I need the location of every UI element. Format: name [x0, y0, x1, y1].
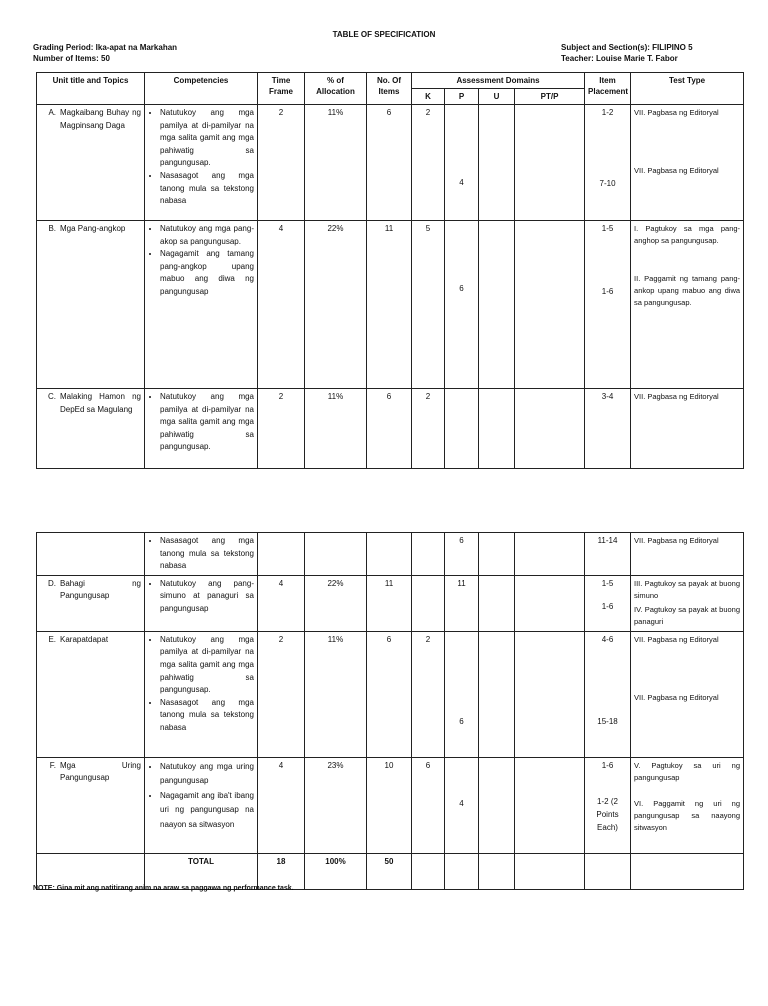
- col-domains: Assessment Domains: [412, 73, 585, 89]
- u-cell: [479, 853, 515, 889]
- placement-value: 1-6: [601, 602, 614, 612]
- test-type-cell: [631, 533, 744, 576]
- items-cell: 11: [367, 575, 412, 631]
- placement-cell: [585, 105, 631, 221]
- p-cell: 11: [445, 575, 479, 631]
- table-row: [37, 221, 744, 389]
- allocation-cell: 11%: [305, 389, 367, 469]
- placement-value: 7-10: [599, 178, 616, 188]
- competency: • Nagagamit ang tamang pang-angkop upang mabuo ang diwa ng pangungusap: [160, 248, 254, 298]
- competency: • Nasasagot ang mga tanong mula sa tekstong nabasa: [160, 535, 254, 573]
- p-cell: [445, 631, 479, 757]
- col-p: P: [445, 89, 479, 105]
- allocation-cell: [305, 533, 367, 576]
- col-test-type: Test Type: [631, 73, 744, 105]
- u-cell: [479, 533, 515, 576]
- col-unit: Unit title and Topics: [37, 73, 145, 105]
- k-cell: 6: [412, 757, 445, 853]
- unit-cell: [37, 533, 145, 576]
- allocation-cell: 11%: [305, 105, 367, 221]
- test-type: VII. Pagbasa ng Editoryal: [634, 108, 719, 117]
- k-cell: 5: [412, 221, 445, 389]
- spec-table-part1: [36, 72, 744, 469]
- unit-title: Bahagi ng Pangungusap: [60, 578, 141, 601]
- unit-letter: F.: [49, 760, 56, 770]
- test-type: VII. Pagbasa ng Editoryal: [634, 392, 719, 401]
- unit-letter: A.: [48, 108, 56, 117]
- table-row: [37, 533, 744, 576]
- competency: • Nasasagot ang mga tanong mula sa tekstong nabasa: [160, 170, 254, 208]
- footnote: NOTE: Gina mit ang natitirang anim na araw sa paggawa ng performance task.: [33, 885, 294, 892]
- allocation-cell: 22%: [305, 221, 367, 389]
- test-type: VII. Pagbasa ng Editoryal: [634, 634, 719, 644]
- test-type-cell: [631, 221, 744, 389]
- test-type: I. Pagtukoy sa mga pang-anghop sa pangungusap.: [634, 224, 741, 245]
- time-cell: 2: [258, 105, 305, 221]
- ptp-cell: [515, 221, 585, 389]
- placement-value: 4-6: [601, 634, 614, 644]
- p-cell: [445, 105, 479, 221]
- test-type: VI. Paggamit ng uri ng pangungusap sa naayong sitwasyon: [634, 798, 740, 832]
- placement-value: 15-18: [597, 717, 618, 727]
- unit-cell: [37, 575, 145, 631]
- test-type: VII. Pagbasa ng Editoryal: [634, 692, 719, 702]
- allocation-cell: 22%: [305, 575, 367, 631]
- competency: • Natutukoy ang mga uring pangungusap: [160, 760, 254, 789]
- col-placement: Item Placement: [585, 73, 631, 105]
- subject-section: Subject and Section(s): FILIPINO 5: [561, 43, 693, 52]
- u-cell: [479, 757, 515, 853]
- placement-value: 1-2 (2 Points Each): [596, 797, 619, 832]
- time-cell: 2: [258, 389, 305, 469]
- ptp-cell: [515, 631, 585, 757]
- p-cell: [445, 221, 479, 389]
- time-cell: 2: [258, 631, 305, 757]
- time-cell: 4: [258, 757, 305, 853]
- total-row: [37, 853, 744, 889]
- col-competencies: Competencies: [145, 73, 258, 105]
- col-u: U: [479, 89, 515, 105]
- total-items: 50: [367, 853, 412, 889]
- competency: • Natutukoy ang mga pamilya at di-pamilyar na mga salita gamit ang mga pahiwatig sa pangungusap.: [160, 391, 254, 454]
- u-cell: [479, 575, 515, 631]
- number-of-items: Number of Items: 50: [33, 54, 110, 63]
- competency: • Natutukoy ang pang-simuno at panaguri sa pangungusap: [160, 578, 254, 616]
- ptp-cell: [515, 853, 585, 889]
- p-cell: [445, 853, 479, 889]
- unit-letter: D.: [48, 578, 56, 588]
- test-type: VII. Pagbasa ng Editoryal: [634, 536, 719, 545]
- test-type-cell: [631, 575, 744, 631]
- col-items: No. Of Items: [367, 73, 412, 105]
- p-cell: [445, 757, 479, 853]
- u-cell: [479, 105, 515, 221]
- items-cell: 6: [367, 631, 412, 757]
- placement-value: 1-6: [601, 286, 614, 296]
- table-row: [37, 105, 744, 221]
- unit-title: Karapatdapat: [60, 634, 109, 644]
- unit-title: Magkaibang Buhay ng Magpinsang Daga: [60, 108, 141, 130]
- k-cell: [412, 575, 445, 631]
- unit-cell: [37, 389, 145, 469]
- unit-cell: [37, 631, 145, 757]
- competencies-cell: [145, 575, 258, 631]
- test-type-cell: [631, 389, 744, 469]
- ptp-cell: [515, 533, 585, 576]
- p-cell: 6: [445, 533, 479, 576]
- col-allocation: % of Allocation: [305, 73, 367, 105]
- p-value: 6: [459, 284, 464, 293]
- unit-cell: [37, 853, 145, 889]
- col-time: Time Frame: [258, 73, 305, 105]
- competency: • Natutukoy ang mga pang-akop sa pangungusap.: [160, 223, 254, 248]
- p-value: 4: [459, 178, 464, 187]
- table-row: [37, 757, 744, 853]
- spec-table-part2: [36, 532, 744, 890]
- document-title: TABLE OF SPECIFICATION: [332, 30, 436, 39]
- allocation-cell: 23%: [305, 757, 367, 853]
- col-ptp: PT/P: [515, 89, 585, 105]
- ptp-cell: [515, 757, 585, 853]
- competencies-cell: [145, 757, 258, 853]
- total-allocation: 100%: [305, 853, 367, 889]
- competencies-cell: [145, 389, 258, 469]
- header-left: [33, 42, 177, 64]
- placement-cell: [585, 631, 631, 757]
- placement-value: 1-5: [601, 224, 614, 233]
- total-time: 18: [258, 853, 305, 889]
- test-type: V. Pagtukoy sa uri ng pangungusap: [634, 760, 740, 782]
- competency: • Natutukoy ang mga pamilya at di-pamilyar na mga salita gamit ang mga pahiwatig sa pangungusap.: [160, 107, 254, 170]
- unit-title: Malaking Hamon ng DepEd sa Magulang: [60, 392, 141, 414]
- k-cell: [412, 853, 445, 889]
- unit-cell: [37, 757, 145, 853]
- placement-cell: [585, 221, 631, 389]
- competencies-cell: [145, 221, 258, 389]
- items-cell: 6: [367, 105, 412, 221]
- ptp-cell: [515, 105, 585, 221]
- test-type-cell: [631, 105, 744, 221]
- table-row: [37, 389, 744, 469]
- competencies-cell: [145, 631, 258, 757]
- teacher: Teacher: Louise Marie T. Fabor: [561, 54, 678, 63]
- u-cell: [479, 389, 515, 469]
- competency: • Nagagamit ang iba't ibang uri ng pangungusap na naayon sa sitwasyon: [160, 789, 254, 833]
- table-row: [37, 575, 744, 631]
- k-cell: 2: [412, 105, 445, 221]
- time-cell: 4: [258, 221, 305, 389]
- time-cell: [258, 533, 305, 576]
- p-value: 4: [459, 798, 464, 808]
- placement-value: 1-2: [601, 108, 614, 117]
- header-row: [37, 73, 744, 89]
- allocation-cell: 11%: [305, 631, 367, 757]
- items-cell: 10: [367, 757, 412, 853]
- items-cell: 6: [367, 389, 412, 469]
- competencies-cell: [145, 533, 258, 576]
- test-type-cell: [631, 853, 744, 889]
- p-cell: [445, 389, 479, 469]
- competency: • Nasasagot ang mga tanong mula sa tekstong nabasa: [160, 697, 254, 735]
- header-right: [561, 42, 693, 64]
- test-type: VII. Pagbasa ng Editoryal: [634, 166, 719, 175]
- unit-title: Mga Uring Pangungusap: [60, 760, 141, 783]
- placement-value: 1-6: [601, 760, 614, 770]
- u-cell: [479, 631, 515, 757]
- k-cell: 2: [412, 389, 445, 469]
- test-type-cell: [631, 757, 744, 853]
- competency: • Natutukoy ang mga pamilya at di-pamilyar na mga salita gamit ang mga pahiwatig sa pangungusap.: [160, 634, 254, 697]
- unit-cell: [37, 221, 145, 389]
- test-type: IV. Pagtukoy sa payak at buong panaguri: [634, 604, 740, 626]
- k-cell: [412, 533, 445, 576]
- p-value: 6: [459, 716, 464, 726]
- items-cell: [367, 533, 412, 576]
- grading-period: Grading Period: Ika-apat na Markahan: [33, 43, 178, 52]
- unit-cell: [37, 105, 145, 221]
- time-cell: 4: [258, 575, 305, 631]
- unit-title: Mga Pang-angkop: [60, 224, 126, 233]
- table-row: [37, 631, 744, 757]
- unit-letter: C.: [48, 392, 56, 401]
- test-type: III. Pagtukoy sa payak at buong simuno: [634, 578, 740, 600]
- total-label: TOTAL: [145, 853, 258, 889]
- unit-letter: B.: [48, 224, 56, 233]
- items-cell: 11: [367, 221, 412, 389]
- k-cell: 2: [412, 631, 445, 757]
- placement-cell: 11-14: [585, 533, 631, 576]
- placement-cell: [585, 575, 631, 631]
- competencies-cell: [145, 105, 258, 221]
- unit-letter: E.: [48, 634, 56, 644]
- u-cell: [479, 221, 515, 389]
- placement-cell: 3-4: [585, 389, 631, 469]
- placement-cell: [585, 757, 631, 853]
- ptp-cell: [515, 389, 585, 469]
- col-k: K: [412, 89, 445, 105]
- placement-cell: [585, 853, 631, 889]
- test-type: II. Paggamit ng tamang pang-ankop upang mabuo ang diwa sa pangungusap.: [634, 274, 741, 307]
- ptp-cell: [515, 575, 585, 631]
- test-type-cell: [631, 631, 744, 757]
- placement-value: 1-5: [601, 578, 614, 588]
